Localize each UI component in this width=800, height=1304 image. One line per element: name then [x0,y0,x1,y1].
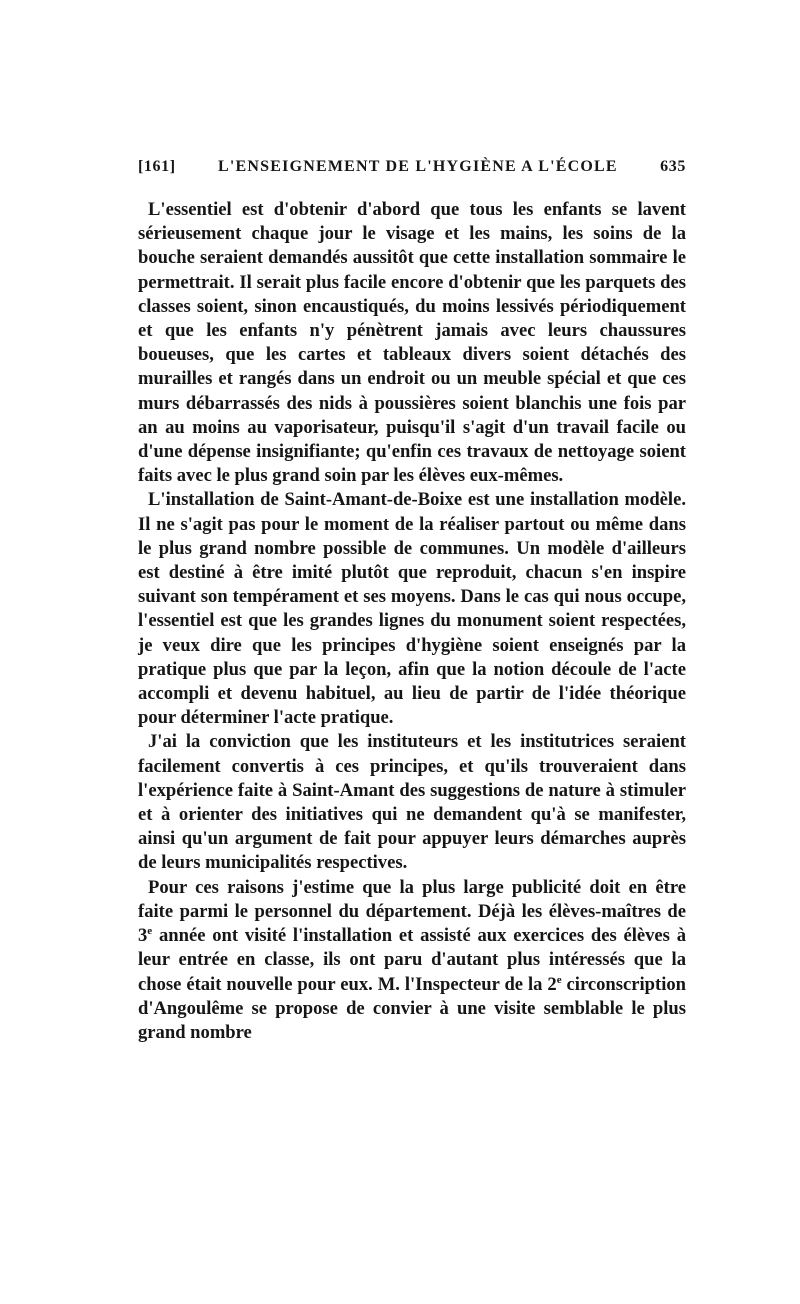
ordinal-superscript: e [556,973,562,986]
paragraph-2: L'installation de Saint-Amant-de-Boixe est une installation modèle. Il ne s'agit pas pour le moment de la réaliser partout ou même dans le plus grand nombre possible de communes. Un modèle d'ailleurs est destiné à être imité plutôt que reproduit, chacun s'en inspire suivant son tempérament et ses moyens. Dans le cas qui nous occupe, l'essentiel est que les grandes lignes du monument soient respectées, je veux dire que les principes d'hygiène soient enseignés par la pratique plus que par la leçon, afin que la notion découle de l'acte accompli et devenu habituel, au lieu de partir de l'idée théorique pour déterminer l'acte pratique. [138,489,686,729]
section-marker: [161] [138,158,176,175]
running-title: L'ENSEIGNEMENT DE L'HYGIÈNE A L'ÉCOLE [218,158,618,175]
body-text [138,198,686,1045]
paragraph-4-part-2: année ont visité l'installation et assisté aux exercices des élèves à leur entrée en classe, ils ont paru d'autant plus intéressés que la chose était nouvelle pour eux. M. l'Inspecteur de la 2 [138,925,686,995]
page-number: 635 [660,158,686,175]
paragraph-4-part-3: circonscription d'Angoulême se propose de convier à une visite semblable le plus grand nombre [138,973,686,1043]
paragraph-4 [138,876,686,1045]
paragraph-4-part-1: Pour ces raisons j'estime que la plus large publicité doit en être faite parmi le personnel du département. Déjà les élèves-maîtres de 3 [138,876,686,947]
paragraph-1: L'essentiel est d'obtenir d'abord que tous les enfants se lavent sérieusement chaque jour le visage et les mains, les soins de la bouche seraient demandés aussitôt que cette installation sommaire le permettrait. Il serait plus facile encore d'obtenir que les parquets des classes soient, sinon encaustiqués, du moins lessivés périodiquement et que les enfants n'y pénètrent jamais avec leurs chaussures boueuses, que les cartes et tableaux divers soient détachés des murailles et rangés dans un endroit ou un meuble spécial et que ces murs débarrassés des nids à poussières soient blanchis une fois par an au moins au vaporisateur, puisqu'il s'agit d'un travail facile ou d'une dépense insignifiante; qu'enfin ces travaux de nettoyage soient faits avec le plus grand soin par les élèves eux-mêmes. [138,199,686,487]
book-page [138,158,686,1045]
ordinal-superscript: e [147,924,153,937]
paragraph-3: J'ai la conviction que les instituteurs et les institutrices seraient facilement convertis à ces principes, et qu'ils trouveraient dans l'expérience faite à Saint-Amant des suggestions de nature à stimuler et à orienter des initiatives qui ne demandent qu'à se manifester, ainsi qu'un argument de fait pour appuyer leurs démarches auprès de leurs municipalités respectives. [138,731,686,874]
running-head [138,158,686,184]
